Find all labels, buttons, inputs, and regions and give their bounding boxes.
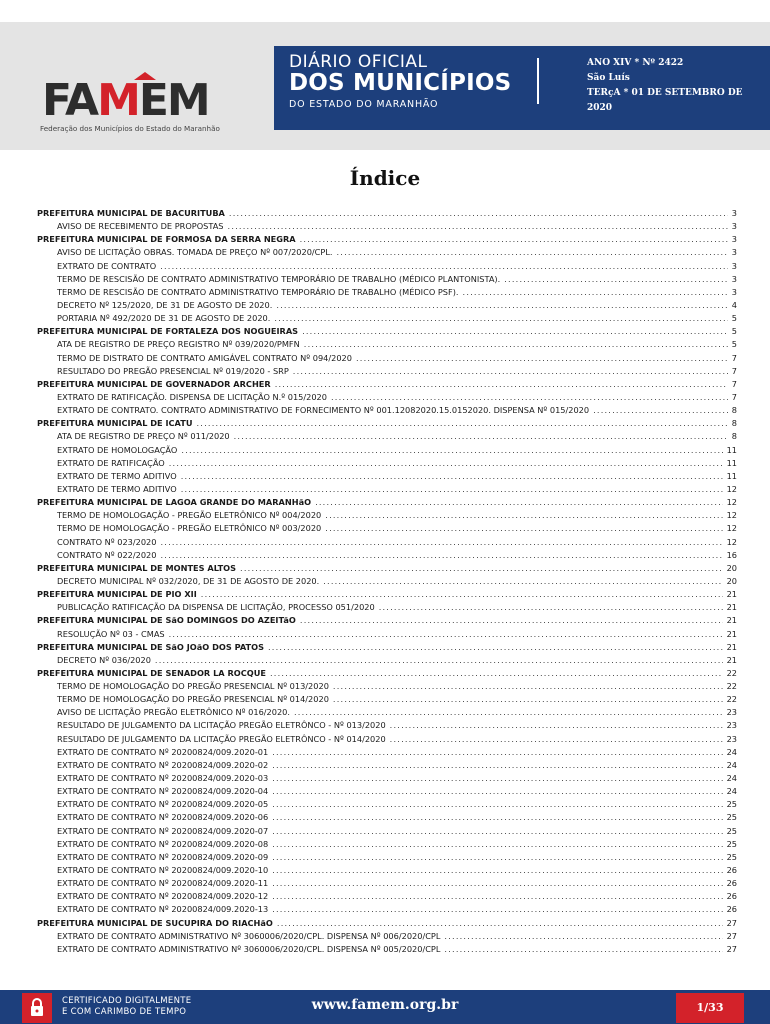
toc-item-entry[interactable] [37,536,737,549]
toc-item-entry[interactable] [37,299,737,312]
toc-dot-leader [333,680,723,693]
toc-dot-leader [272,877,722,890]
toc-item-entry[interactable] [37,943,737,956]
toc-entry-page: 24 [726,746,737,757]
toc-item-entry[interactable] [37,838,737,851]
toc-entry-label: PREFEITURA MUNICIPAL DE FORMOSA DA SERRA NEGRA [37,234,296,245]
journal-title-panel [274,46,770,130]
toc-entry-label: ATA DE REGISTRO DE PREÇO Nº 011/2020 [57,431,230,442]
toc-section-entry[interactable] [37,378,737,391]
toc-entry-page: 7 [731,391,737,402]
toc-item-entry[interactable] [37,785,737,798]
journal-title-line3: DO ESTADO DO MARANHÃO [289,99,439,110]
toc-item-entry[interactable] [37,404,737,417]
toc-item-entry[interactable] [37,903,737,916]
toc-entry-label: PREFEITURA MUNICIPAL DE ICATU [37,418,193,429]
toc-entry-label: EXTRATO DE CONTRATO Nº 20200824/009.2020-09 [57,851,269,862]
toc-item-entry[interactable] [37,706,737,719]
toc-item-entry[interactable] [37,654,737,667]
toc-entry-page: 3 [731,286,737,297]
toc-dot-leader [201,588,723,601]
toc-dot-leader [333,693,723,706]
toc-entry-label: AVISO DE LICITAÇÃO OBRAS. TOMADA DE PREÇO Nº 007/2020/CPL. [57,247,333,258]
toc-entry-label: TERMO DE RESCISÃO DE CONTRATO ADMINISTRATIVO TEMPORÁRIO DE TRABALHO (MÉDICO PLANTONISTA). [57,273,501,284]
toc-entry-page: 12 [726,483,737,494]
toc-item-entry[interactable] [37,680,737,693]
toc-entry-label: AVISO DE RECEBIMENTO DE PROPOSTAS [57,221,224,232]
toc-entry-label: EXTRATO DE CONTRATO. CONTRATO ADMINISTRATIVO DE FORNECIMENTO Nº 001.12082020.15.0152020. DISPENSA Nº 015/2020 [57,405,590,416]
toc-item-entry[interactable] [37,930,737,943]
toc-section-entry[interactable] [37,562,737,575]
toc-entry-page: 12 [726,497,737,508]
toc-entry-label: TERMO DE HOMOLOGAÇÃO DO PREGÃO PRESENCIAL Nº 013/2020 [57,681,329,692]
toc-entry-page: 3 [731,273,737,284]
toc-section-entry[interactable] [37,588,737,601]
toc-dot-leader [270,667,723,680]
toc-entry-label: PREFEITURA MUNICIPAL DE BACURITUBA [37,208,225,218]
toc-dot-leader [593,404,728,417]
toc-dot-leader [234,430,728,443]
toc-entry-page: 4 [731,299,737,310]
toc-dot-leader [325,522,722,535]
toc-dot-leader [229,207,728,220]
toc-section-entry[interactable] [37,614,737,627]
logo-subtitle: Federação dos Municípios do Estado do Maranhão [40,124,220,133]
toc-entry-label: PREFEITURA MUNICIPAL DE SUCUPIRA DO RIACHãO [37,917,273,928]
edition-date-line1: TERçA * 01 DE SETEMBRO DE [587,88,743,98]
toc-dot-leader [181,470,723,483]
toc-entry-page: 11 [726,444,737,455]
toc-dot-leader [272,851,722,864]
toc-entry-page: 26 [726,904,737,915]
toc-entry-page: 24 [726,773,737,784]
toc-entry-label: TERMO DE HOMOLOGAÇÃO - PREGÃO ELETRÔNICO Nº 004/2020 [57,510,322,521]
toc-dot-leader [504,273,728,286]
toc-entry-label: EXTRATO DE CONTRATO [57,260,157,271]
toc-item-entry[interactable] [37,811,737,824]
toc-entry-label: PREFEITURA MUNICIPAL DE SENADOR LA ROCQUE [37,667,266,678]
toc-item-entry[interactable] [37,575,737,588]
toc-section-entry[interactable] [37,667,737,680]
toc-entry-label: CONTRATO Nº 022/2020 [57,549,157,560]
toc-entry-label: TERMO DE HOMOLOGAÇÃO - PREGÃO ELETRÔNICO Nº 003/2020 [57,523,322,534]
toc-entry-page: 22 [726,667,737,678]
edition-city: São Luís [587,73,630,83]
toc-item-entry[interactable] [37,522,737,535]
toc-entry-label: TERMO DE HOMOLOGAÇÃO DO PREGÃO PRESENCIAL Nº 014/2020 [57,694,329,705]
toc-dot-leader [323,575,722,588]
toc-dot-leader [275,378,728,391]
toc-dot-leader [272,785,722,798]
toc-dot-leader [300,614,723,627]
journal-title-line1: DIÁRIO OFICIAL [289,52,428,72]
footer-bar [0,990,770,1024]
toc-dot-leader [272,798,722,811]
toc-item-entry[interactable] [37,260,737,273]
famem-logo [36,75,246,138]
toc-item-entry[interactable] [37,851,737,864]
toc-dot-leader [277,917,723,930]
toc-entry-label: EXTRATO DE CONTRATO Nº 20200824/009.2020-12 [57,891,269,902]
toc-item-entry[interactable] [37,877,737,890]
toc-dot-leader [276,299,727,312]
toc-item-entry[interactable] [37,759,737,772]
toc-entry-page: 7 [731,365,737,376]
toc-entry-page: 23 [726,720,737,731]
page-indicator: 1/33 [676,993,744,1023]
toc-dot-leader [272,825,722,838]
toc-entry-label: CONTRATO Nº 023/2020 [57,536,157,547]
toc-dot-leader [181,483,723,496]
toc-item-entry[interactable] [37,825,737,838]
toc-section-entry[interactable] [37,496,737,509]
toc-dot-leader [169,628,723,641]
toc-entry-page: 8 [731,431,737,442]
toc-entry-page: 16 [726,549,737,560]
toc-item-entry[interactable] [37,719,737,732]
toc-item-entry[interactable] [37,746,737,759]
toc-entry-page: 21 [726,615,737,626]
toc-dot-leader [181,444,722,457]
toc-dot-leader [268,641,723,654]
toc-dot-leader [315,496,723,509]
toc-entry-label: PORTARIA Nº 492/2020 DE 31 DE AGOSTO DE 2020. [57,313,271,324]
toc-dot-leader [272,890,722,903]
toc-dot-leader [160,549,722,562]
toc-dot-leader [444,930,722,943]
toc-entry-page: 12 [726,510,737,521]
toc-item-entry[interactable] [37,444,737,457]
toc-section-entry[interactable] [37,417,737,430]
toc-entry-page: 20 [726,562,737,573]
toc-entry-page: 21 [726,654,737,665]
toc-item-entry[interactable] [37,772,737,785]
toc-dot-leader [304,338,728,351]
toc-entry-page: 5 [731,326,737,337]
toc-entry-label: PREFEITURA MUNICIPAL DE MONTES ALTOS [37,562,237,573]
toc-entry-page: 7 [731,378,737,389]
toc-item-entry[interactable] [37,220,737,233]
toc-dot-leader [337,246,728,259]
toc-entry-label: RESULTADO DE JULGAMENTO DA LICITAÇÃO PREGÃO ELETRÔNCO - Nº 014/2020 [57,733,386,744]
toc-section-entry[interactable] [37,917,737,930]
toc-entry-page: 27 [726,943,737,954]
toc-dot-leader [155,654,723,667]
toc-entry-page: 8 [731,405,737,416]
toc-entry-label: EXTRATO DE CONTRATO ADMINISTRATIVO Nº 3060006/2020/CPL. DISPENSA Nº 005/2020/CPL [57,943,441,954]
toc-entry-label: AVISO DE LICITAÇÃO PREGÃO ELETRÔNICO Nº 016/2020. [57,707,290,718]
toc-dot-leader [272,772,722,785]
toc-entry-label: TERMO DE DISTRATO DE CONTRATO AMIGÁVEL CONTRATO Nº 094/2020 [57,352,352,363]
toc-dot-leader [294,706,723,719]
toc-item-entry[interactable] [37,338,737,351]
toc-dot-leader [274,312,727,325]
toc-entry-page: 21 [726,602,737,613]
toc-entry-label: PREFEITURA MUNICIPAL DE PIO XII [37,589,197,600]
toc-entry-label: TERMO DE RESCISÃO DE CONTRATO ADMINISTRATIVO TEMPORÁRIO DE TRABALHO (MÉDICO PSF). [57,286,459,297]
toc-dot-leader [390,719,723,732]
toc-item-entry[interactable] [37,246,737,259]
toc-entry-label: EXTRATO DE HOMOLOGAÇÃO [57,444,178,455]
toc-entry-page: 22 [726,694,737,705]
toc-entry-page: 5 [731,339,737,350]
website-link[interactable]: www.famem.org.br [311,997,459,1013]
toc-entry-label: RESOLUÇÃO Nº 03 - CMAS [57,628,165,639]
toc-entry-label: PREFEITURA MUNICIPAL DE SãO DOMINGOS DO AZEITãO [37,615,296,626]
toc-item-entry[interactable] [37,273,737,286]
toc-entry-label: RESULTADO DE JULGAMENTO DA LICITAÇÃO PREGÃO ELETRÔNCO - Nº 013/2020 [57,720,386,731]
toc-item-entry[interactable] [37,693,737,706]
toc-entry-label: DECRETO Nº 125/2020, DE 31 DE AGOSTO DE 2020. [57,299,273,310]
toc-entry-label: ATA DE REGISTRO DE PREÇO REGISTRO Nº 039/2020/PMFN [57,339,300,350]
toc-entry-label: PREFEITURA MUNICIPAL DE LAGOA GRANDE DO MARANHãO [37,497,312,508]
toc-item-entry[interactable] [37,483,737,496]
journal-title-line2: DOS MUNICÍPIOS [289,70,512,96]
toc-entry-page: 3 [731,260,737,271]
toc-dot-leader [302,325,728,338]
toc-entry-page: 26 [726,891,737,902]
toc-entry-page: 21 [726,589,737,600]
toc-dot-leader [356,352,728,365]
toc-entry-page: 21 [726,641,737,652]
toc-dot-leader [272,838,722,851]
edition-number: ANO XIV * Nº 2422 [587,58,684,68]
toc-item-entry[interactable] [37,352,737,365]
toc-entry-page: 27 [726,930,737,941]
toc-dot-leader [379,601,723,614]
toc-entry-label: EXTRATO DE CONTRATO Nº 20200824/009.2020-03 [57,773,269,784]
toc-dot-leader [160,536,722,549]
toc-entry-page: 12 [726,536,737,547]
toc-dot-leader [293,365,728,378]
toc-entry-label: DECRETO Nº 036/2020 [57,654,151,665]
toc-section-entry[interactable] [37,207,737,220]
toc-item-entry[interactable] [37,733,737,746]
toc-entry-page: 27 [726,917,737,928]
toc-entry-page: 25 [726,812,737,823]
toc-entry-page: 20 [726,575,737,586]
edition-date-line2: 2020 [587,103,613,113]
toc-section-entry[interactable] [37,641,737,654]
toc-entry-page: 23 [726,707,737,718]
toc-section-entry[interactable] [37,325,737,338]
toc-item-entry[interactable] [37,628,737,641]
toc-entry-label: EXTRATO DE CONTRATO ADMINISTRATIVO Nº 3060006/2020/CPL. DISPENSA Nº 006/2020/CPL [57,930,441,941]
toc-dot-leader [325,509,722,522]
toc-entry-label: EXTRATO DE CONTRATO Nº 20200824/009.2020-13 [57,904,269,915]
toc-dot-leader [160,260,728,273]
toc-item-entry[interactable] [37,549,737,562]
toc-entry-page: 3 [731,208,737,218]
toc-item-entry[interactable] [37,798,737,811]
toc-entry-page: 7 [731,352,737,363]
toc-item-entry[interactable] [37,864,737,877]
toc-entry-page: 12 [726,523,737,534]
toc-entry-page: 24 [726,786,737,797]
toc-dot-leader [197,417,728,430]
toc-entry-page: 3 [731,221,737,232]
toc-item-entry[interactable] [37,286,737,299]
toc-entry-label: RESULTADO DO PREGÃO PRESENCIAL Nº 019/2020 - SRP [57,365,289,376]
panel-divider [537,58,539,104]
toc-entry-label: EXTRATO DE RATIFICAÇÃO. DISPENSA DE LICITAÇÃO N.º 015/2020 [57,391,327,402]
toc-entry-label: EXTRATO DE CONTRATO Nº 20200824/009.2020-01 [57,746,269,757]
toc-item-entry[interactable] [37,391,737,404]
toc-dot-leader [331,391,728,404]
toc-entry-label: EXTRATO DE CONTRATO Nº 20200824/009.2020-04 [57,786,269,797]
certificate-line2: E COM CARIMBO DE TEMPO [62,1007,187,1017]
toc-entry-page: 5 [731,313,737,324]
toc-entry-page: 26 [726,865,737,876]
toc-entry-label: PUBLICAÇÃO RATIFICAÇÃO DA DISPENSA DE LICITAÇÃO, PROCESSO 051/2020 [57,602,375,613]
toc-entry-label: EXTRATO DE TERMO ADITIVO [57,470,177,481]
logo-wordmark: FAMEM [42,75,209,126]
toc-entry-page: 25 [726,851,737,862]
page-title: Índice [349,166,421,190]
toc-entry-page: 22 [726,681,737,692]
toc-entry-page: 11 [726,470,737,481]
toc-entry-label: PREFEITURA MUNICIPAL DE SãO JOãO DOS PATOS [37,641,264,652]
toc-dot-leader [272,759,722,772]
toc-item-entry[interactable] [37,601,737,614]
toc-item-entry[interactable] [37,430,737,443]
toc-entry-label: EXTRATO DE CONTRATO Nº 20200824/009.2020-06 [57,812,269,823]
toc-section-entry[interactable] [37,233,737,246]
toc-item-entry[interactable] [37,470,737,483]
toc-entry-page: 26 [726,878,737,889]
toc-dot-leader [272,811,722,824]
toc-entry-label: EXTRATO DE CONTRATO Nº 20200824/009.2020-05 [57,799,269,810]
toc-entry-label: EXTRATO DE TERMO ADITIVO [57,483,177,494]
toc-item-entry[interactable] [37,457,737,470]
toc-entry-page: 23 [726,733,737,744]
toc-entry-page: 11 [726,457,737,468]
toc-dot-leader [228,220,728,233]
toc-dot-leader [390,733,723,746]
certificate-line1: CERTIFICADO DIGITALMENTE [62,996,192,1006]
toc-dot-leader [444,943,722,956]
toc-dot-leader [463,286,728,299]
toc-dot-leader [169,457,723,470]
toc-dot-leader [240,562,723,575]
toc-entry-page: 25 [726,838,737,849]
toc-entry-label: EXTRATO DE CONTRATO Nº 20200824/009.2020-11 [57,878,269,889]
toc-entry-page: 25 [726,825,737,836]
toc-item-entry[interactable] [37,312,737,325]
edition-info [587,56,767,116]
toc-item-entry[interactable] [37,890,737,903]
toc-dot-leader [272,746,722,759]
toc-entry-label: DECRETO MUNICIPAL Nº 032/2020, DE 31 DE AGOSTO DE 2020. [57,575,320,586]
toc-entry-page: 3 [731,247,737,258]
toc-entry-page: 3 [731,234,737,245]
toc-entry-page: 25 [726,799,737,810]
toc-dot-leader [300,233,728,246]
toc-dot-leader [272,864,722,877]
toc-entry-label: PREFEITURA MUNICIPAL DE FORTALEZA DOS NOGUEIRAS [37,326,299,337]
toc-entry-label: EXTRATO DE RATIFICAÇÃO [57,457,165,468]
toc-entry-label: EXTRATO DE CONTRATO Nº 20200824/009.2020-07 [57,825,269,836]
toc-entry-label: EXTRATO DE CONTRATO Nº 20200824/009.2020-08 [57,838,269,849]
toc-item-entry[interactable] [37,365,737,378]
table-of-contents [37,207,737,956]
toc-entry-label: EXTRATO DE CONTRATO Nº 20200824/009.2020-10 [57,865,269,876]
toc-dot-leader [272,903,722,916]
toc-item-entry[interactable] [37,509,737,522]
toc-entry-page: 21 [726,628,737,639]
toc-entry-page: 24 [726,759,737,770]
toc-entry-label: EXTRATO DE CONTRATO Nº 20200824/009.2020-02 [57,759,269,770]
toc-entry-page: 8 [731,418,737,429]
toc-entry-label: PREFEITURA MUNICIPAL DE GOVERNADOR ARCHER [37,378,271,389]
